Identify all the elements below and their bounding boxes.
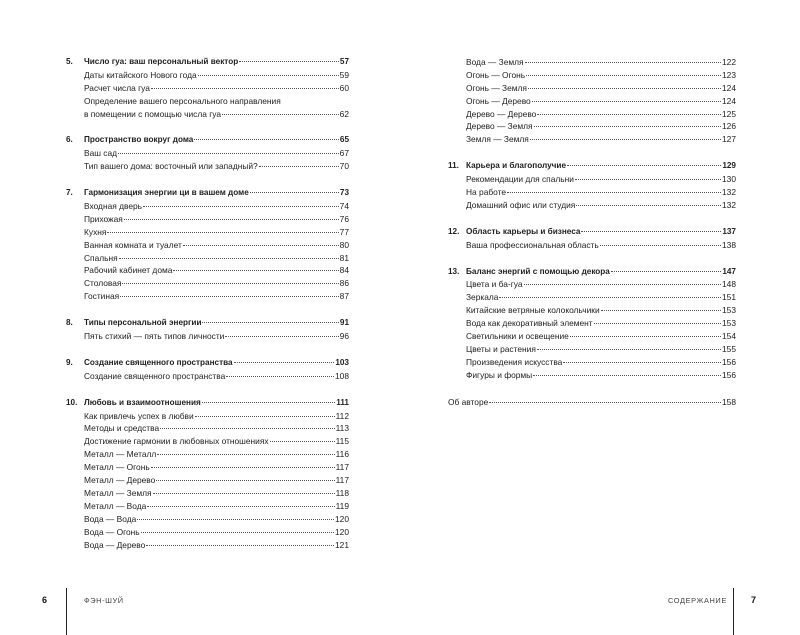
dot-leader <box>202 322 338 323</box>
entry-title: Ваша профессиональная область <box>466 239 599 250</box>
dot-leader <box>576 205 721 206</box>
page-number: 113 <box>335 423 349 434</box>
dot-leader <box>581 231 721 232</box>
page-number: 80 <box>339 239 349 250</box>
toc-entry[interactable] <box>448 69 736 82</box>
toc-entry[interactable] <box>448 304 736 317</box>
page-number: 86 <box>339 278 349 289</box>
right-page <box>400 0 800 635</box>
dot-leader <box>534 126 721 127</box>
dot-leader <box>157 454 334 455</box>
toc-entry[interactable] <box>448 330 736 343</box>
chapter-10 <box>66 397 349 552</box>
entry-title: Китайские ветряные колокольчики <box>466 305 600 316</box>
toc-entry[interactable] <box>66 370 349 383</box>
entry-title: Даты китайского Нового года <box>84 69 197 80</box>
entry-title: Методы и средства <box>84 423 160 434</box>
chapter-number: 7. <box>66 188 73 198</box>
page-number: 153 <box>722 318 736 329</box>
dot-leader <box>567 165 721 166</box>
dot-leader <box>173 270 338 271</box>
toc-entry[interactable] <box>66 69 349 82</box>
toc-entry[interactable] <box>66 500 349 513</box>
page-number: 91 <box>339 318 349 328</box>
entry-title: Гостиная <box>84 291 120 302</box>
chapter-title: Любовь и взаимоотношения <box>84 397 201 407</box>
dot-leader <box>195 416 335 417</box>
dot-leader <box>601 310 721 311</box>
page-number: 156 <box>722 369 736 380</box>
entry-title-line-2: в помещении с помощью числа гуа <box>84 108 222 119</box>
dot-leader <box>147 506 334 507</box>
dot-leader <box>141 532 334 533</box>
dot-leader <box>153 493 335 494</box>
toc-entry[interactable] <box>66 213 349 226</box>
dot-leader <box>146 545 334 546</box>
dot-leader <box>198 75 339 76</box>
entry-title: Вода — Вода <box>84 513 137 524</box>
chapter-number: 6. <box>66 135 73 145</box>
dot-leader <box>137 519 334 520</box>
dot-leader <box>250 192 339 193</box>
page-number: 115 <box>335 436 349 447</box>
entry-title: Цвета и ба-гуа <box>466 279 523 290</box>
chapter-number: 11. <box>448 161 459 171</box>
chapter-7 <box>66 187 349 303</box>
entry-title: Металл — Дерево <box>84 475 156 486</box>
dot-leader <box>226 376 334 377</box>
toc-entry[interactable] <box>448 369 736 382</box>
entry-title: Огонь — Земля <box>466 82 527 93</box>
chapter-6 <box>66 134 349 173</box>
page-number: 112 <box>335 410 349 421</box>
page-number: 132 <box>722 187 736 198</box>
entry-title: Создание священного пространства <box>84 370 226 381</box>
toc-entry[interactable] <box>448 108 736 121</box>
chapter-8 <box>66 317 349 343</box>
entry-title: Входная дверь <box>84 201 143 212</box>
toc-entry[interactable] <box>66 200 349 213</box>
page-number: 122 <box>722 57 736 67</box>
dot-leader <box>225 336 338 337</box>
entry-title: Фигуры и формы <box>466 369 533 380</box>
toc-entry[interactable] <box>66 422 349 435</box>
chapter-number: 9. <box>66 357 73 367</box>
dot-leader <box>507 192 721 193</box>
toc-entry[interactable] <box>66 264 349 277</box>
dot-leader <box>151 467 335 468</box>
chapter-11 <box>448 160 736 212</box>
page-number: 73 <box>339 188 349 198</box>
entry-title: Металл — Земля <box>84 487 152 498</box>
page-number: 62 <box>339 108 349 119</box>
page-number: 137 <box>722 226 736 236</box>
running-header: ФЭН-ШУЙ <box>84 596 124 605</box>
entry-title: Об авторе <box>448 396 489 407</box>
dot-leader <box>570 336 721 337</box>
toc-chapter-heading[interactable] <box>66 397 349 410</box>
page-number: 132 <box>722 199 736 210</box>
entry-title: Спальня <box>84 252 118 263</box>
dot-leader <box>594 323 721 324</box>
toc-chapter-heading[interactable] <box>66 134 349 147</box>
page-number: 70 <box>339 161 349 172</box>
toc-entry[interactable] <box>448 173 736 186</box>
dot-leader <box>239 61 339 62</box>
dot-leader <box>528 88 721 89</box>
dot-leader <box>533 375 721 376</box>
toc-entry-about[interactable] <box>448 396 736 409</box>
chapter-number: 12. <box>448 226 460 236</box>
chapter-9 <box>66 357 349 383</box>
dot-leader <box>119 258 339 259</box>
dot-leader <box>530 139 721 140</box>
entry-title: Земля — Земля <box>466 134 529 145</box>
toc-entry[interactable] <box>448 199 736 212</box>
toc-entry[interactable] <box>66 539 349 552</box>
toc-entry[interactable] <box>66 160 349 173</box>
dot-leader <box>202 402 335 403</box>
toc-entry[interactable] <box>448 186 736 199</box>
entry-title: Прихожая <box>84 213 123 224</box>
entry-title: Тип вашего дома: восточный или западный? <box>84 161 258 172</box>
toc-entry[interactable] <box>66 290 349 303</box>
entry-title: Домашний офис или студия <box>466 199 576 210</box>
toc-entry[interactable] <box>66 513 349 526</box>
footer-page-number: 6 <box>42 595 48 605</box>
running-header: СОДЕРЖАНИЕ <box>668 596 727 605</box>
page-number: 154 <box>722 331 736 342</box>
toc-entry[interactable] <box>448 278 736 291</box>
toc-chapter-heading[interactable] <box>66 187 349 200</box>
entry-title: Дерево — Дерево <box>466 108 537 119</box>
entry-title: Произведения искусства <box>466 356 563 367</box>
dot-leader <box>499 297 721 298</box>
chapter-title: Гармонизация энергии ци в вашем доме <box>84 188 249 198</box>
entry-title: Столовая <box>84 278 122 289</box>
toc-chapter-heading[interactable] <box>448 226 736 239</box>
page-number: 120 <box>335 513 349 524</box>
dot-leader <box>524 284 721 285</box>
chapter-number: 5. <box>66 57 73 66</box>
page-number: 111 <box>336 397 349 407</box>
page-number: 153 <box>722 305 736 316</box>
toc-entry[interactable] <box>448 291 736 304</box>
toc-entry[interactable] <box>66 147 349 160</box>
page-number: 84 <box>339 265 349 276</box>
toc-column-left <box>66 56 349 565</box>
page-number: 87 <box>339 291 349 302</box>
entry-title: Металл — Огонь <box>84 462 150 473</box>
entry-title: На работе <box>466 187 507 198</box>
entry-title: Ванная комната и туалет <box>84 239 182 250</box>
chapter-title: Карьера и благополучие <box>466 161 567 171</box>
dot-leader <box>525 62 721 63</box>
chapter-10-continued <box>448 56 736 146</box>
dot-leader <box>234 362 335 363</box>
toc-entry[interactable] <box>448 82 736 95</box>
toc-entry[interactable] <box>66 239 349 252</box>
toc-column-right <box>448 56 736 422</box>
dot-leader <box>532 101 721 102</box>
entry-title: Расчет числа гуа <box>84 82 150 93</box>
dot-leader <box>183 245 339 246</box>
chapter-13 <box>448 266 736 382</box>
page-number: 148 <box>722 279 736 290</box>
dot-leader <box>489 402 721 403</box>
page-number: 129 <box>722 161 736 171</box>
entry-wrap-line <box>66 108 349 121</box>
entry-title: Металл — Вода <box>84 500 147 511</box>
dot-leader <box>563 362 721 363</box>
dot-leader <box>526 75 721 76</box>
dot-leader <box>160 428 334 429</box>
page-number: 156 <box>722 356 736 367</box>
entry-title: Ваш сад <box>84 148 118 159</box>
chapter-title: Создание священного пространства <box>84 357 233 367</box>
page-number: 96 <box>339 331 349 342</box>
toc-entry[interactable] <box>66 461 349 474</box>
toc-entry[interactable] <box>448 317 736 330</box>
entry-title: Вода как декоративный элемент <box>466 318 593 329</box>
entry-title: Вода — Земля <box>466 57 524 67</box>
chapter-title: Типы персональной энергии <box>84 318 202 328</box>
entry-title: Пять стихий — пять типов личности <box>84 331 225 342</box>
page-number: 65 <box>339 135 349 145</box>
page-number: 151 <box>722 292 736 303</box>
page-number: 126 <box>722 121 736 132</box>
page-number: 74 <box>339 201 349 212</box>
chapter-number: 10. <box>66 397 78 407</box>
toc-entry[interactable] <box>448 343 736 356</box>
entry-title: Достижение гармонии в любовных отношениях <box>84 436 269 447</box>
page-number: 81 <box>339 252 349 263</box>
toc-entry[interactable] <box>448 356 736 369</box>
page-number: 118 <box>335 487 349 498</box>
toc-chapter-heading[interactable] <box>66 357 349 370</box>
chapter-title: Область карьеры и бизнеса <box>466 226 581 236</box>
page-number: 77 <box>339 226 349 237</box>
page-number: 124 <box>722 95 736 106</box>
toc-entry[interactable] <box>66 435 349 448</box>
chapter-title: Число гуа: ваш персональный вектор <box>84 57 239 66</box>
dot-leader <box>120 296 339 297</box>
entry-title: Рекомендации для спальни <box>466 174 574 185</box>
toc-entry[interactable] <box>66 82 349 95</box>
page-number: 120 <box>335 526 349 537</box>
entry-title: Металл — Металл <box>84 449 157 460</box>
dot-leader <box>611 271 721 272</box>
dot-leader <box>259 166 339 167</box>
entry-title: Вода — Дерево <box>84 539 146 550</box>
toc-entry[interactable] <box>66 410 349 423</box>
page-number: 59 <box>339 69 349 80</box>
footer-rule <box>733 588 734 635</box>
toc-entry[interactable] <box>66 526 349 539</box>
footer-rule <box>66 588 67 635</box>
chapter-title: Пространство вокруг дома <box>84 135 194 145</box>
dot-leader <box>143 206 339 207</box>
page-number: 158 <box>722 396 736 407</box>
entry-title: Огонь — Дерево <box>466 95 531 106</box>
entry-title: Рабочий кабинет дома <box>84 265 173 276</box>
toc-entry[interactable] <box>448 133 736 146</box>
toc-entry[interactable] <box>66 474 349 487</box>
dot-leader <box>537 114 721 115</box>
page-number: 76 <box>339 213 349 224</box>
entry-title: Кухня <box>84 226 107 237</box>
page-number: 108 <box>335 370 349 381</box>
dot-leader <box>122 283 338 284</box>
dot-leader <box>118 153 339 154</box>
chapter-12 <box>448 226 736 252</box>
dot-leader <box>194 139 339 140</box>
about-author <box>448 396 736 409</box>
toc-entry[interactable] <box>66 487 349 500</box>
toc-entry[interactable] <box>66 277 349 290</box>
dot-leader <box>537 349 721 350</box>
dot-leader <box>222 114 339 115</box>
dot-leader <box>600 245 721 246</box>
page-number: 60 <box>339 82 349 93</box>
toc-chapter-heading[interactable] <box>66 56 349 69</box>
entry-title: Дерево — Земля <box>466 121 533 132</box>
toc-entry[interactable] <box>448 95 736 108</box>
toc-entry[interactable] <box>66 330 349 343</box>
toc-entry[interactable] <box>66 252 349 265</box>
page-number: 116 <box>335 449 349 460</box>
page-number: 119 <box>335 500 349 511</box>
chapter-title: Баланс энергий с помощью декора <box>466 266 610 276</box>
toc-entry[interactable] <box>448 120 736 133</box>
page-number: 117 <box>335 462 349 473</box>
toc-entry[interactable] <box>66 448 349 461</box>
page-number: 147 <box>722 266 736 276</box>
page-number: 138 <box>722 239 736 250</box>
toc-entry-wrapped[interactable] <box>66 95 349 121</box>
page-number: 125 <box>722 108 736 119</box>
entry-title-line-1: Определение вашего персонального направления <box>84 95 281 106</box>
dot-leader <box>151 88 339 89</box>
dot-leader <box>124 219 339 220</box>
chapter-5 <box>66 56 349 120</box>
dot-leader <box>156 480 334 481</box>
chapter-number: 8. <box>66 318 73 328</box>
page-number: 121 <box>335 539 349 550</box>
page-number: 124 <box>722 82 736 93</box>
dot-leader <box>575 179 721 180</box>
dot-leader <box>270 441 335 442</box>
toc-chapter-heading[interactable] <box>66 317 349 330</box>
page-number: 130 <box>722 174 736 185</box>
toc-entry[interactable] <box>66 226 349 239</box>
entry-title: Светильники и освещение <box>466 331 569 342</box>
page-number: 67 <box>339 148 349 159</box>
footer-page-number: 7 <box>751 595 757 605</box>
page-number: 103 <box>335 357 349 367</box>
entry-title: Огонь — Огонь <box>466 69 526 80</box>
chapter-number: 13. <box>448 266 460 276</box>
toc-chapter-heading[interactable] <box>448 266 736 279</box>
toc-entry[interactable] <box>448 239 736 252</box>
entry-title: Зеркала <box>466 292 499 303</box>
toc-entry[interactable] <box>448 56 736 69</box>
entry-title: Как привлечь успех в любви <box>84 410 194 421</box>
page-number: 123 <box>722 69 736 80</box>
dot-leader <box>107 232 338 233</box>
toc-chapter-heading[interactable] <box>448 160 736 173</box>
page-number: 57 <box>339 57 349 66</box>
page-number: 155 <box>722 343 736 354</box>
page-number: 127 <box>722 134 736 145</box>
entry-title: Вода — Огонь <box>84 526 140 537</box>
entry-title: Цветы и растения <box>466 343 536 354</box>
page-number: 117 <box>335 475 349 486</box>
